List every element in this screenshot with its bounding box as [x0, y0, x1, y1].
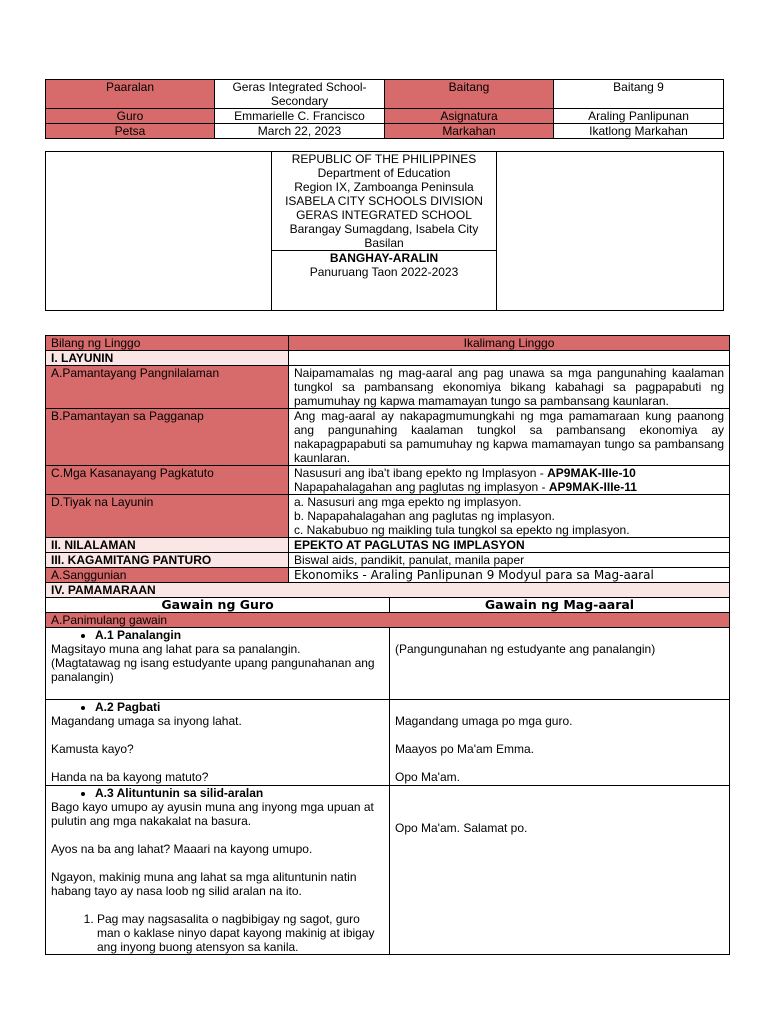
greeting-student-line: Magandang umaga po mga guro.	[395, 714, 573, 728]
performance-standard-label: B.Pamantayan sa Pagganap	[46, 409, 289, 466]
plan-title-cell	[272, 251, 497, 311]
competencies	[289, 466, 730, 495]
grade-label: Baitang	[385, 80, 554, 109]
competency-text: Napapahalagahan ang paglutas ng implasyon -	[294, 480, 549, 494]
specific-objective: a. Nasusuri ang mga epekto ng implasyon.	[294, 495, 522, 509]
prayer-student-line: (Pangungunahan ng estudyante ang panalangin)	[395, 642, 656, 656]
rules-teacher-line: Bago kayo umupo ay ayusin muna ang inyong mga upuan at pulutin ang mga nakakalat na basura.	[51, 800, 374, 828]
greeting-teacher-line: Magandang umaga sa inyong lahat.	[51, 714, 242, 728]
school-value: Geras Integrated School-Secondary	[215, 80, 385, 109]
rules-student-line: Opo Ma'am. Salamat po.	[395, 821, 528, 835]
letterhead-table	[45, 151, 724, 311]
competency-text: Nasusuri ang iba't ibang epekto ng Implasyon -	[294, 466, 548, 480]
school-label: Paaralan	[46, 80, 215, 109]
letterhead-line: REPUBLIC OF THE PHILIPPINES	[291, 152, 477, 166]
prayer-teacher-line: (Magtatawag ng isang estudyante upang pangunahanan ang panalangin)	[51, 656, 375, 684]
content-standard-label: A.Pamantayang Pangnilalaman	[46, 366, 289, 409]
student-column-header: Gawain ng Mag-aaral	[390, 598, 730, 613]
letterhead-left-cell	[46, 152, 272, 311]
letterhead-right-cell	[497, 152, 724, 311]
references-label: A.Sanggunian	[46, 568, 289, 583]
week-label: Bilang ng Linggo	[46, 336, 289, 351]
specific-objectives	[289, 495, 730, 538]
prayer-teacher-cell	[46, 628, 390, 700]
quarter-value: Ikatlong Markahan	[554, 124, 724, 139]
content-standard: Naipamamalas ng mag-aaral ang pag unawa sa mga pangunahing kaalaman tungkol sa pambansang ekonomiya bikang kabahagi sa pagpapabuti ng pamumuhay ng kapwa mamamayan tungo sa pambansang kaunlaran.	[289, 366, 730, 409]
greeting-student-line: Opo Ma'am.	[395, 770, 460, 784]
greeting-student-cell	[390, 700, 730, 786]
letterhead-line: GERAS INTEGRATED SCHOOL	[296, 208, 472, 222]
letterhead-line: Basilan	[364, 236, 404, 250]
initial-activities-heading: A.Panimulang gawain	[46, 613, 730, 628]
rules-heading: • A.3 Alituntunin sa silid-aralan	[95, 786, 384, 800]
competency-code: AP9MAK-IIIe-10	[547, 466, 636, 480]
date-value: March 22, 2023	[215, 124, 385, 139]
procedure-heading: IV. PAMAMARAAN	[46, 583, 730, 598]
teacher-label: Guro	[46, 109, 215, 124]
specific-objective: c. Nakabubuo ng maikling tula tungkol sa epekto ng implasyon.	[294, 523, 630, 537]
rules-list-item: 1. Pag may nagsasalita o nagbibigay ng sagot, guro man o kaklase ninyo dapat kayong makinig at ibigay ang inyong buong atensyon sa kanila.	[97, 912, 384, 954]
specific-objective: b. Napapahalagahan ang paglutas ng implasyon.	[294, 509, 555, 523]
school-info-table	[45, 79, 724, 139]
teacher-value: Emmarielle C. Francisco	[215, 109, 385, 124]
competencies-label: C.Mga Kasanayang Pagkatuto	[46, 466, 289, 495]
references-value: Ekonomiks - Araling Panlipunan 9 Modyul para sa Mag-aaral	[289, 568, 730, 583]
letterhead-line: Department of Education	[317, 166, 451, 180]
greeting-teacher-line: Kamusta kayo?	[51, 742, 134, 756]
greeting-teacher-line: Handa na ba kayong matuto?	[51, 770, 209, 784]
prayer-teacher-line: Magsitayo muna ang lahat para sa panalangin.	[51, 642, 301, 656]
letterhead-line: Barangay Sumagdang, Isabela City	[289, 222, 479, 236]
prayer-student-cell	[390, 628, 730, 700]
teacher-column-header: Gawain ng Guro	[46, 598, 390, 613]
rules-student-cell	[390, 786, 730, 955]
greeting-heading: • A.2 Pagbati	[95, 700, 384, 714]
letterhead-address	[272, 152, 497, 251]
date-label: Petsa	[46, 124, 215, 139]
performance-standard: Ang mag-aaral ay nakapagmumungkahi ng mga pamamaraan kung paanong ang pangunahing kaalaman tungkol sa pambansang ekonomiya ay nakapagpapabuti sa pamumuhay ng kapwa mamamayan tungo sa pambansang kaunlaran.	[289, 409, 730, 466]
materials-heading: III. KAGAMITANG PANTURO	[46, 553, 289, 568]
lesson-plan-table	[45, 335, 730, 955]
grade-value: Baitang 9	[554, 80, 724, 109]
rules-teacher-line: Ngayon, makinig muna ang lahat sa mga alituntunin natin habang tayo ay nasa loob ng silid aralan na ito.	[51, 870, 357, 898]
specific-objectives-label: D.Tiyak na Layunin	[46, 495, 289, 538]
letterhead-line: Region IX, Zamboanga Peninsula	[294, 180, 474, 194]
subject-label: Asignatura	[385, 109, 554, 124]
content-value: EPEKTO AT PAGLUTAS NG IMPLASYON	[289, 538, 730, 553]
quarter-label: Markahan	[385, 124, 554, 139]
content-heading: II. NILALAMAN	[46, 538, 289, 553]
greeting-teacher-cell	[46, 700, 390, 786]
prayer-heading: • A.1 Panalangin	[95, 628, 384, 642]
school-year: Panuruang Taon 2022-2023	[309, 265, 459, 279]
week-value: Ikalimang Linggo	[289, 336, 730, 351]
materials-value: Biswal aids, pandikit, panulat, manila paper	[289, 553, 730, 568]
rules-teacher-cell	[46, 786, 390, 955]
plan-title: BANGHAY-ARALIN	[329, 251, 439, 265]
greeting-student-line: Maayos po Ma'am Emma.	[395, 742, 535, 756]
letterhead-line: ISABELA CITY SCHOOLS DIVISION	[285, 194, 483, 208]
objectives-empty	[289, 351, 730, 366]
objectives-heading: I. LAYUNIN	[46, 351, 289, 366]
competency-code: AP9MAK-IIIe-11	[548, 480, 637, 494]
subject-value: Araling Panlipunan	[554, 109, 724, 124]
rules-teacher-line: Ayos na ba ang lahat? Maaari na kayong umupo.	[51, 842, 313, 856]
